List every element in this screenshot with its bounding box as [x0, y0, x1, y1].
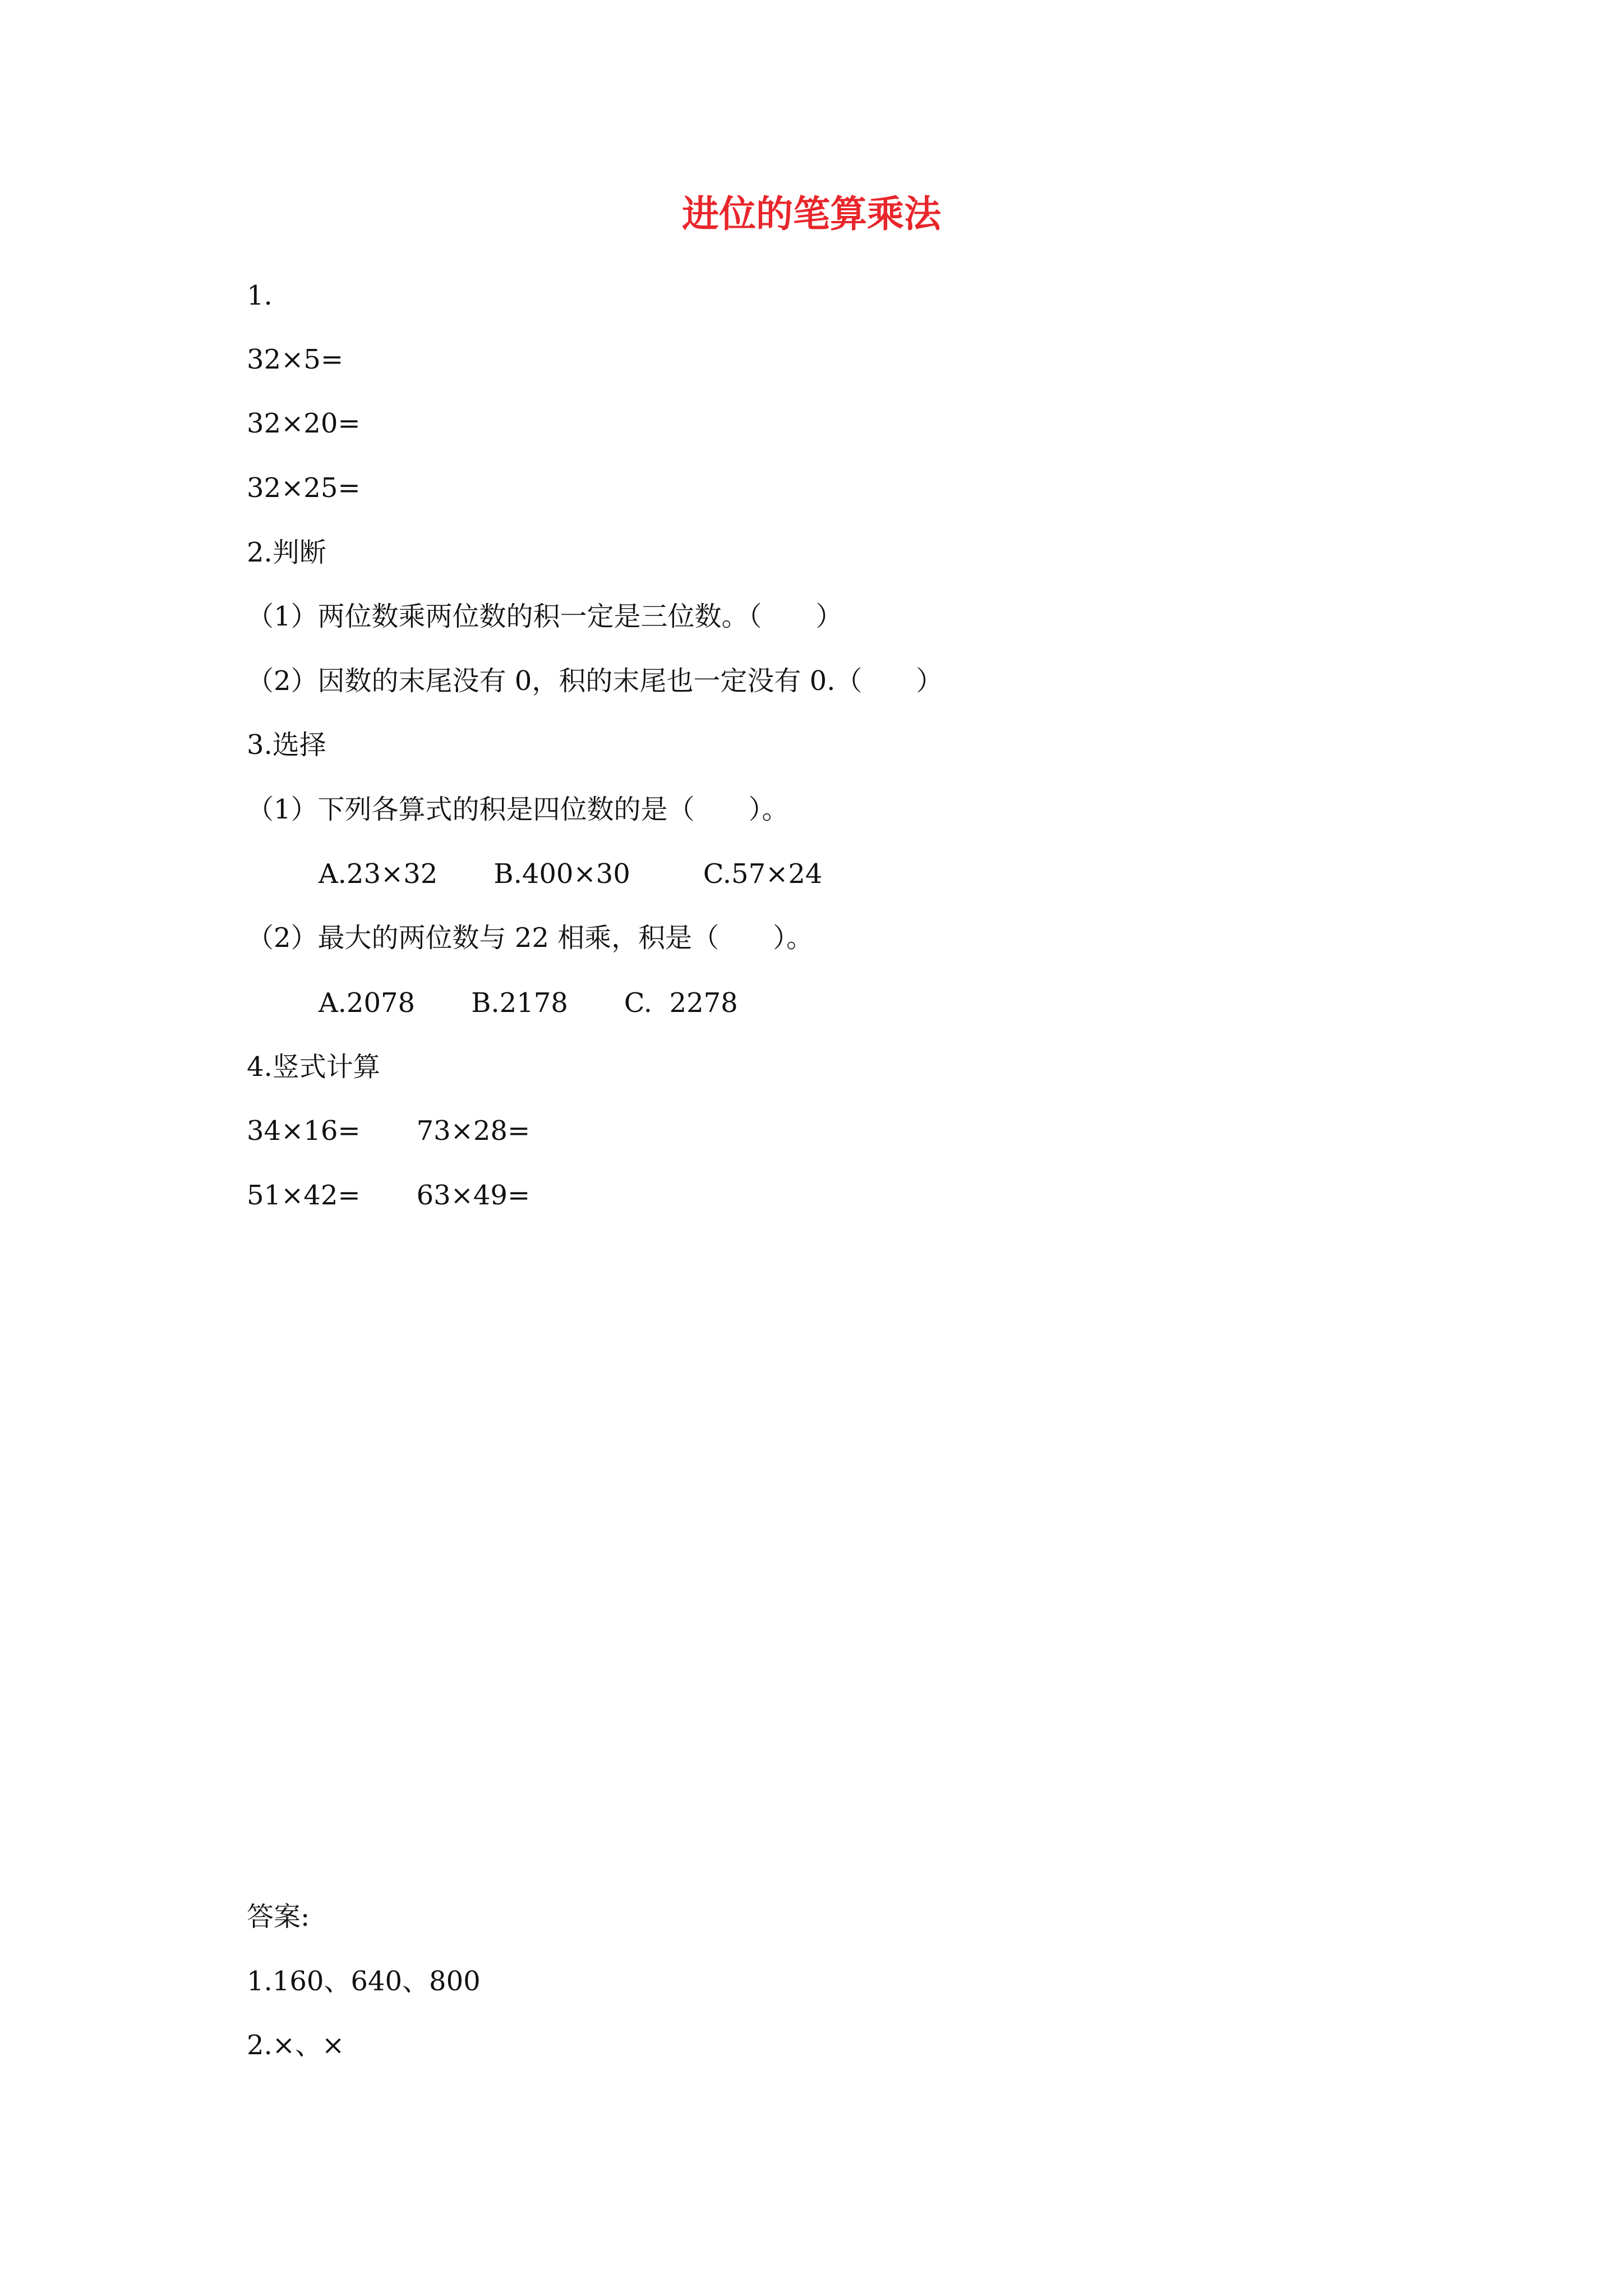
- q1-heading: 1.: [247, 280, 273, 311]
- q2-item-2: （2）因数的末尾没有 0，积的末尾也一定没有 0.（ ）: [247, 665, 943, 697]
- q3-sub2-option-c: C. 2278: [624, 987, 738, 1019]
- answers-line-2: 2.×、×: [247, 2030, 345, 2061]
- q1-item-3: 32×25=: [247, 472, 361, 504]
- q4-row-1: [247, 1115, 531, 1147]
- q3-sub1-stem: （1）下列各算式的积是四位数的是（ ）。: [247, 794, 789, 825]
- answers-line-1: 1.160、640、800: [247, 1966, 481, 1997]
- q3-heading: 3.选择: [247, 729, 326, 761]
- q3-sub2-options: [319, 987, 738, 1019]
- q4-row-2: [247, 1182, 530, 1209]
- q2-item-1: （1）两位数乘两位数的积一定是三位数。（ ）: [247, 601, 843, 632]
- q1-item-2: 32×20=: [247, 408, 361, 439]
- q3-sub2-stem: （2）最大的两位数与 22 相乘，积是（ ）。: [247, 922, 814, 954]
- q4-row-2-b: 63×49=: [416, 1180, 531, 1211]
- q4-row-2-a: 51×42=: [247, 1180, 361, 1211]
- q3-sub1-option-a: A.23×32: [319, 858, 438, 890]
- q4-row-1-a: 34×16=: [247, 1115, 361, 1147]
- answers-heading: 答案:: [247, 1901, 310, 1932]
- page-title: 进位的笔算乘法: [682, 192, 941, 236]
- q2-heading: 2.判断: [247, 537, 326, 568]
- q3-sub2-option-b: B.2178: [471, 987, 568, 1019]
- q3-sub1-option-c: C.57×24: [703, 858, 823, 890]
- q4-heading: 4.竖式计算: [247, 1051, 380, 1083]
- q3-sub1-option-b: B.400×30: [494, 858, 630, 890]
- q3-sub1-options: [319, 858, 823, 890]
- q1-item-1: 32×5=: [247, 344, 344, 375]
- q3-sub2-option-a: A.2078: [319, 987, 416, 1019]
- q4-row-1-b: 73×28=: [416, 1115, 531, 1147]
